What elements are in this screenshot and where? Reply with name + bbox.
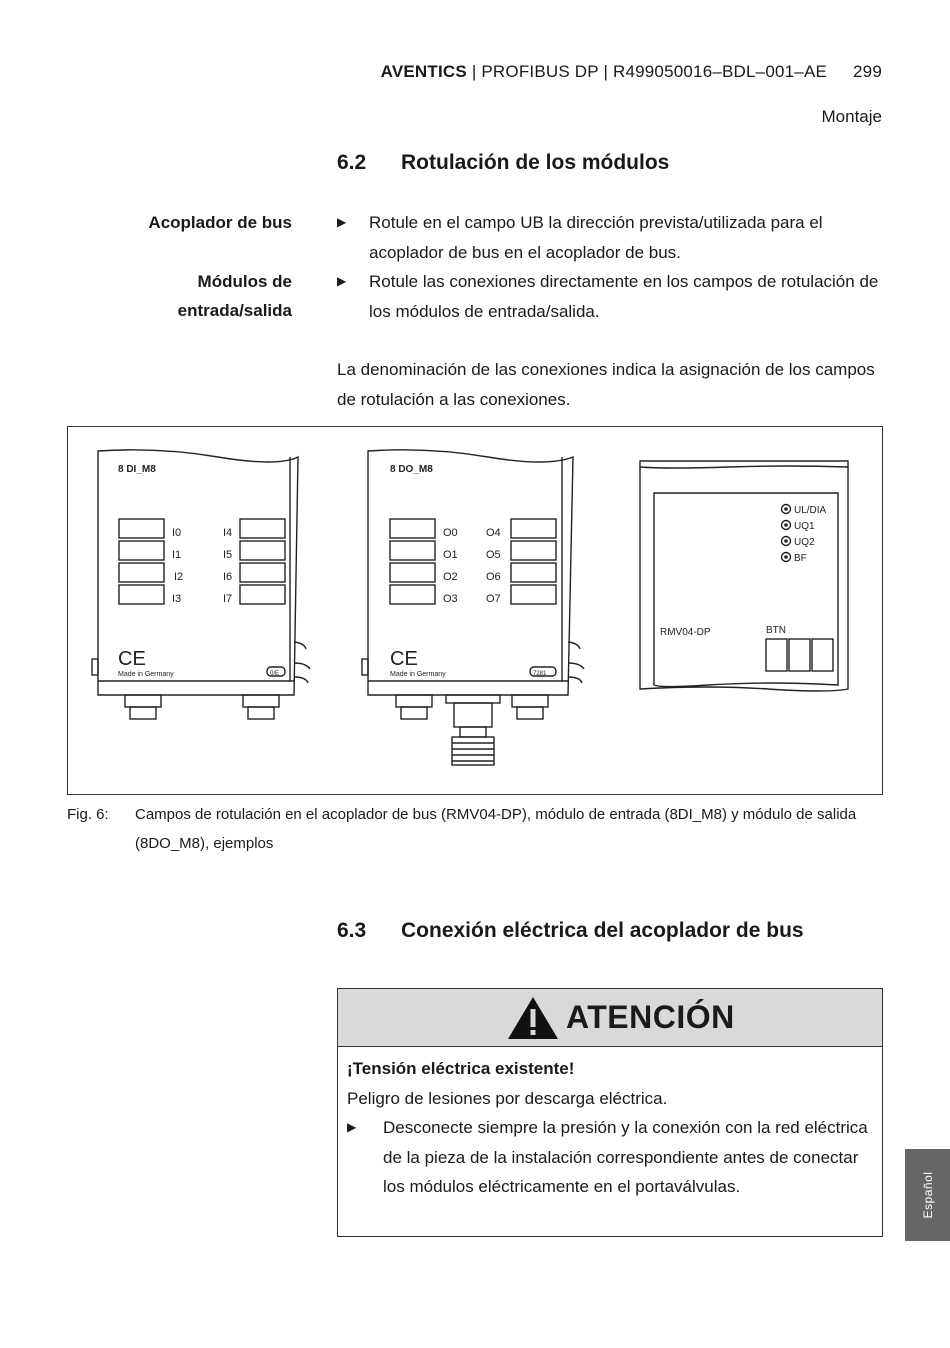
section-title: Conexión eléctrica del acoplador de bus	[401, 919, 804, 942]
do-label: O2	[443, 571, 458, 583]
module-do-name: 8 DO_M8	[390, 464, 433, 475]
do-label: O1	[443, 549, 458, 561]
di-label: I1	[172, 549, 182, 561]
coupler-name: RMV04-DP	[660, 627, 711, 638]
bullet-icon: ▶	[347, 1120, 357, 1134]
warning-triangle-icon	[506, 995, 560, 1041]
module-do-drawing	[362, 450, 584, 765]
do-label: O7	[486, 593, 501, 605]
led-label: UL/DIA	[794, 505, 827, 516]
side-label-io-modules	[36, 267, 292, 325]
led-label: BF	[794, 553, 807, 564]
led-label: UQ1	[794, 521, 815, 532]
module-badge: 7281	[533, 671, 547, 677]
di-label: I4	[223, 527, 233, 539]
do-label: O6	[486, 571, 501, 583]
bullet-text: Rotule en el campo UB la dirección prevista/utilizada para el acoplador de bus en el acoplador de bus.	[369, 213, 823, 262]
ce-mark: CE	[390, 648, 418, 670]
section-number: 6.3	[337, 919, 367, 942]
btn-label: BTN	[766, 625, 786, 636]
ce-mark: CE	[118, 648, 146, 670]
language-tab-label: Español	[920, 1171, 935, 1219]
warning-box	[337, 988, 883, 1237]
bullet-item-bus-coupler	[337, 208, 883, 267]
module-badge: 0/E	[270, 671, 280, 677]
made-in-germany: Made in Germany	[390, 671, 446, 678]
caption-label: Fig. 6:	[67, 806, 109, 823]
do-label: O5	[486, 549, 501, 561]
page-number: 299	[853, 62, 882, 81]
figure-6	[67, 426, 883, 795]
module-di-drawing	[92, 450, 310, 719]
di-label: I2	[174, 571, 184, 583]
do-label: O0	[443, 527, 458, 539]
section-heading-6-3	[337, 919, 804, 943]
module-di-name: 8 DI_M8	[118, 464, 156, 475]
bullet-item-io-modules	[337, 267, 883, 326]
side-label-bus-coupler: Acoplador de bus	[148, 213, 292, 232]
warning-bullet-text: Desconecte siempre la presión y la conexión con la red eléctrica de la pieza de la instalación correspondiente antes de conectar los módulos eléctricamente en el portaválvulas.	[383, 1118, 868, 1196]
section-number: 6.2	[337, 151, 367, 174]
language-tab	[905, 1149, 950, 1241]
warning-body	[347, 1054, 872, 1202]
section-title: Rotulación de los módulos	[401, 151, 670, 174]
bullet-icon: ▶	[337, 215, 347, 229]
warning-bullet	[347, 1113, 872, 1202]
do-label: O4	[486, 527, 501, 539]
section-header: Montaje	[821, 107, 882, 126]
warning-line: Peligro de lesiones por descarga eléctrica.	[347, 1088, 668, 1108]
made-in-germany: Made in Germany	[118, 671, 174, 678]
di-label: I5	[223, 549, 233, 561]
bus-coupler-drawing	[640, 461, 848, 691]
do-label: O3	[443, 593, 458, 605]
bullet-icon: ▶	[337, 274, 347, 288]
di-label: I0	[172, 527, 182, 539]
di-label: I3	[172, 593, 182, 605]
bullet-text: Rotule las conexiones directamente en los campos de rotulación de los módulos de entrada/salida.	[369, 272, 879, 321]
warning-title: ATENCIÓN	[566, 999, 735, 1035]
module-diagram	[68, 427, 882, 794]
body-paragraph: La denominación de las conexiones indica la asignación de los campos de rotulación a las conexiones.	[337, 360, 875, 409]
led-label: UQ2	[794, 537, 815, 548]
caption-text: Campos de rotulación en el acoplador de bus (RMV04-DP), módulo de entrada (8DI_M8) y módulo de salida (8DO_M8), ejemplos	[135, 806, 857, 852]
side-label-line-2: entrada/salida	[177, 301, 292, 320]
section-heading-6-2	[337, 151, 669, 175]
running-header	[300, 62, 882, 82]
side-label-line-1: Módulos de	[197, 272, 292, 291]
warning-header	[338, 989, 882, 1047]
di-label: I7	[223, 593, 233, 605]
warning-heading: ¡Tensión eléctrica existente!	[347, 1059, 575, 1078]
di-label: I6	[223, 571, 233, 583]
doc-id: | PROFIBUS DP | R499050016–BDL–001–AE	[466, 62, 828, 81]
brand: AVENTICS	[380, 62, 467, 81]
figure-caption	[67, 800, 883, 858]
